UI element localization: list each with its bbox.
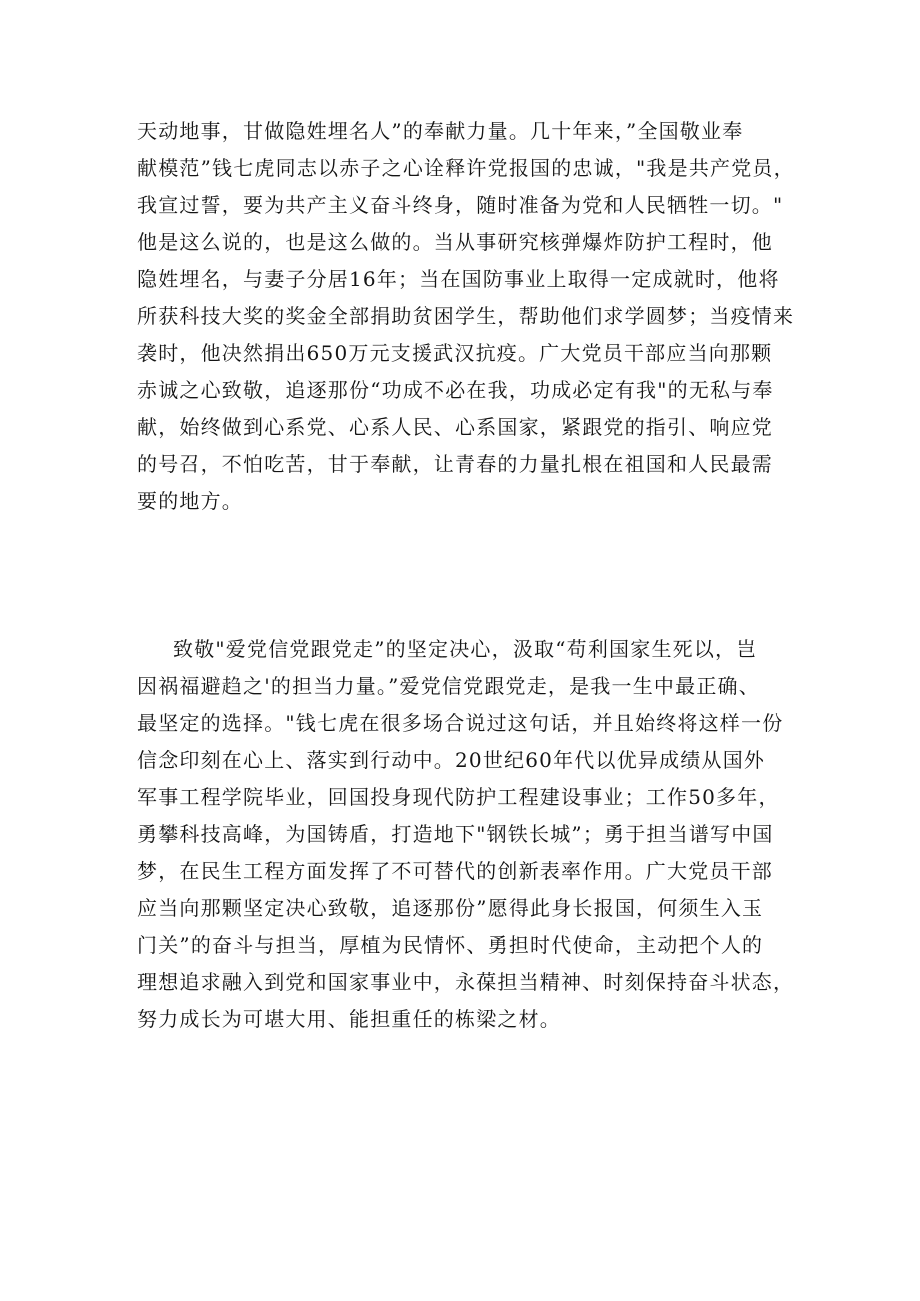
text-line: 应当向那颗坚定决心致敬，追逐那份”愿得此身长报国，何须生入玉 <box>137 896 764 920</box>
text-line: 我宣过誓，要为共产主义奋斗终身，随时准备为党和人民牺牲一切。" <box>137 193 784 217</box>
text-line: 所获科技大奖的奖金全部捐助贫困学生，帮助他们求学圆梦；当疫情来 <box>137 304 795 328</box>
text-line: 要的地方。 <box>137 489 243 513</box>
paragraph-selfless-dedication <box>137 113 807 520</box>
text-line: 努力成长为可堪大用、能担重任的栋梁之材。 <box>137 1007 561 1031</box>
text-line: 勇攀科技高峰，为国铸盾，打造地下"钢铁长城”；勇于担当谱写中国 <box>137 822 774 846</box>
text-line: 他是这么说的，也是这么做的。当从事研究核弹爆炸防护工程时，他 <box>137 230 773 254</box>
paragraph-firm-determination <box>137 631 807 1038</box>
text-line: 天动地事，甘做隐姓埋名人”的奉献力量。几十年来，”全国敬业奉 <box>137 119 744 143</box>
text-line: 军事工程学院毕业，回国投身现代防护工程建设事业；工作50多年， <box>137 785 780 809</box>
text-line: 信念印刻在心上、落实到行动中。20世纪60年代以优异成绩从国外 <box>137 748 766 772</box>
text-line: 理想追求融入到党和国家事业中，永葆担当精神、时刻保持奋斗状态， <box>137 970 795 994</box>
text-line: 梦，在民生工程方面发挥了不可替代的创新表率作用。广大党员干部 <box>137 859 773 883</box>
text-line: 赤诚之心致敬，追逐那份“功成不必在我，功成必定有我"的无私与奉 <box>137 378 774 402</box>
text-line: 门关”的奋斗与担当，厚植为民情怀、勇担时代使命，主动把个人的 <box>137 933 764 957</box>
text-line: 最坚定的选择。"钱七虎在很多场合说过这句话，并且始终将这样一份 <box>137 711 784 735</box>
text-line: 因祸福避趋之'的担当力量。”爱党信党跟党走，是我一生中最正确、 <box>137 674 760 698</box>
text-line: 隐姓埋名，与妻子分居16年；当在国防事业上取得一定成就时，他将 <box>137 267 780 291</box>
text-line: 献，始终做到心系党、心系人民、心系国家，紧跟党的指引、响应党 <box>137 415 773 439</box>
text-line: 致敬"爱党信党跟党走”的坚定决心，汲取“苟利国家生死以，岂 <box>173 637 758 661</box>
text-line: 的号召，不怕吃苦，甘于奉献，让青春的力量扎根在祖国和人民最需 <box>137 452 773 476</box>
text-line: 袭时，他决然捐出650万元支援武汉抗疫。广大党员干部应当向那颗 <box>137 341 773 365</box>
text-line: 献模范”钱七虎同志以赤子之心诠释许党报国的忠诚，"我是共产党员， <box>137 156 795 180</box>
